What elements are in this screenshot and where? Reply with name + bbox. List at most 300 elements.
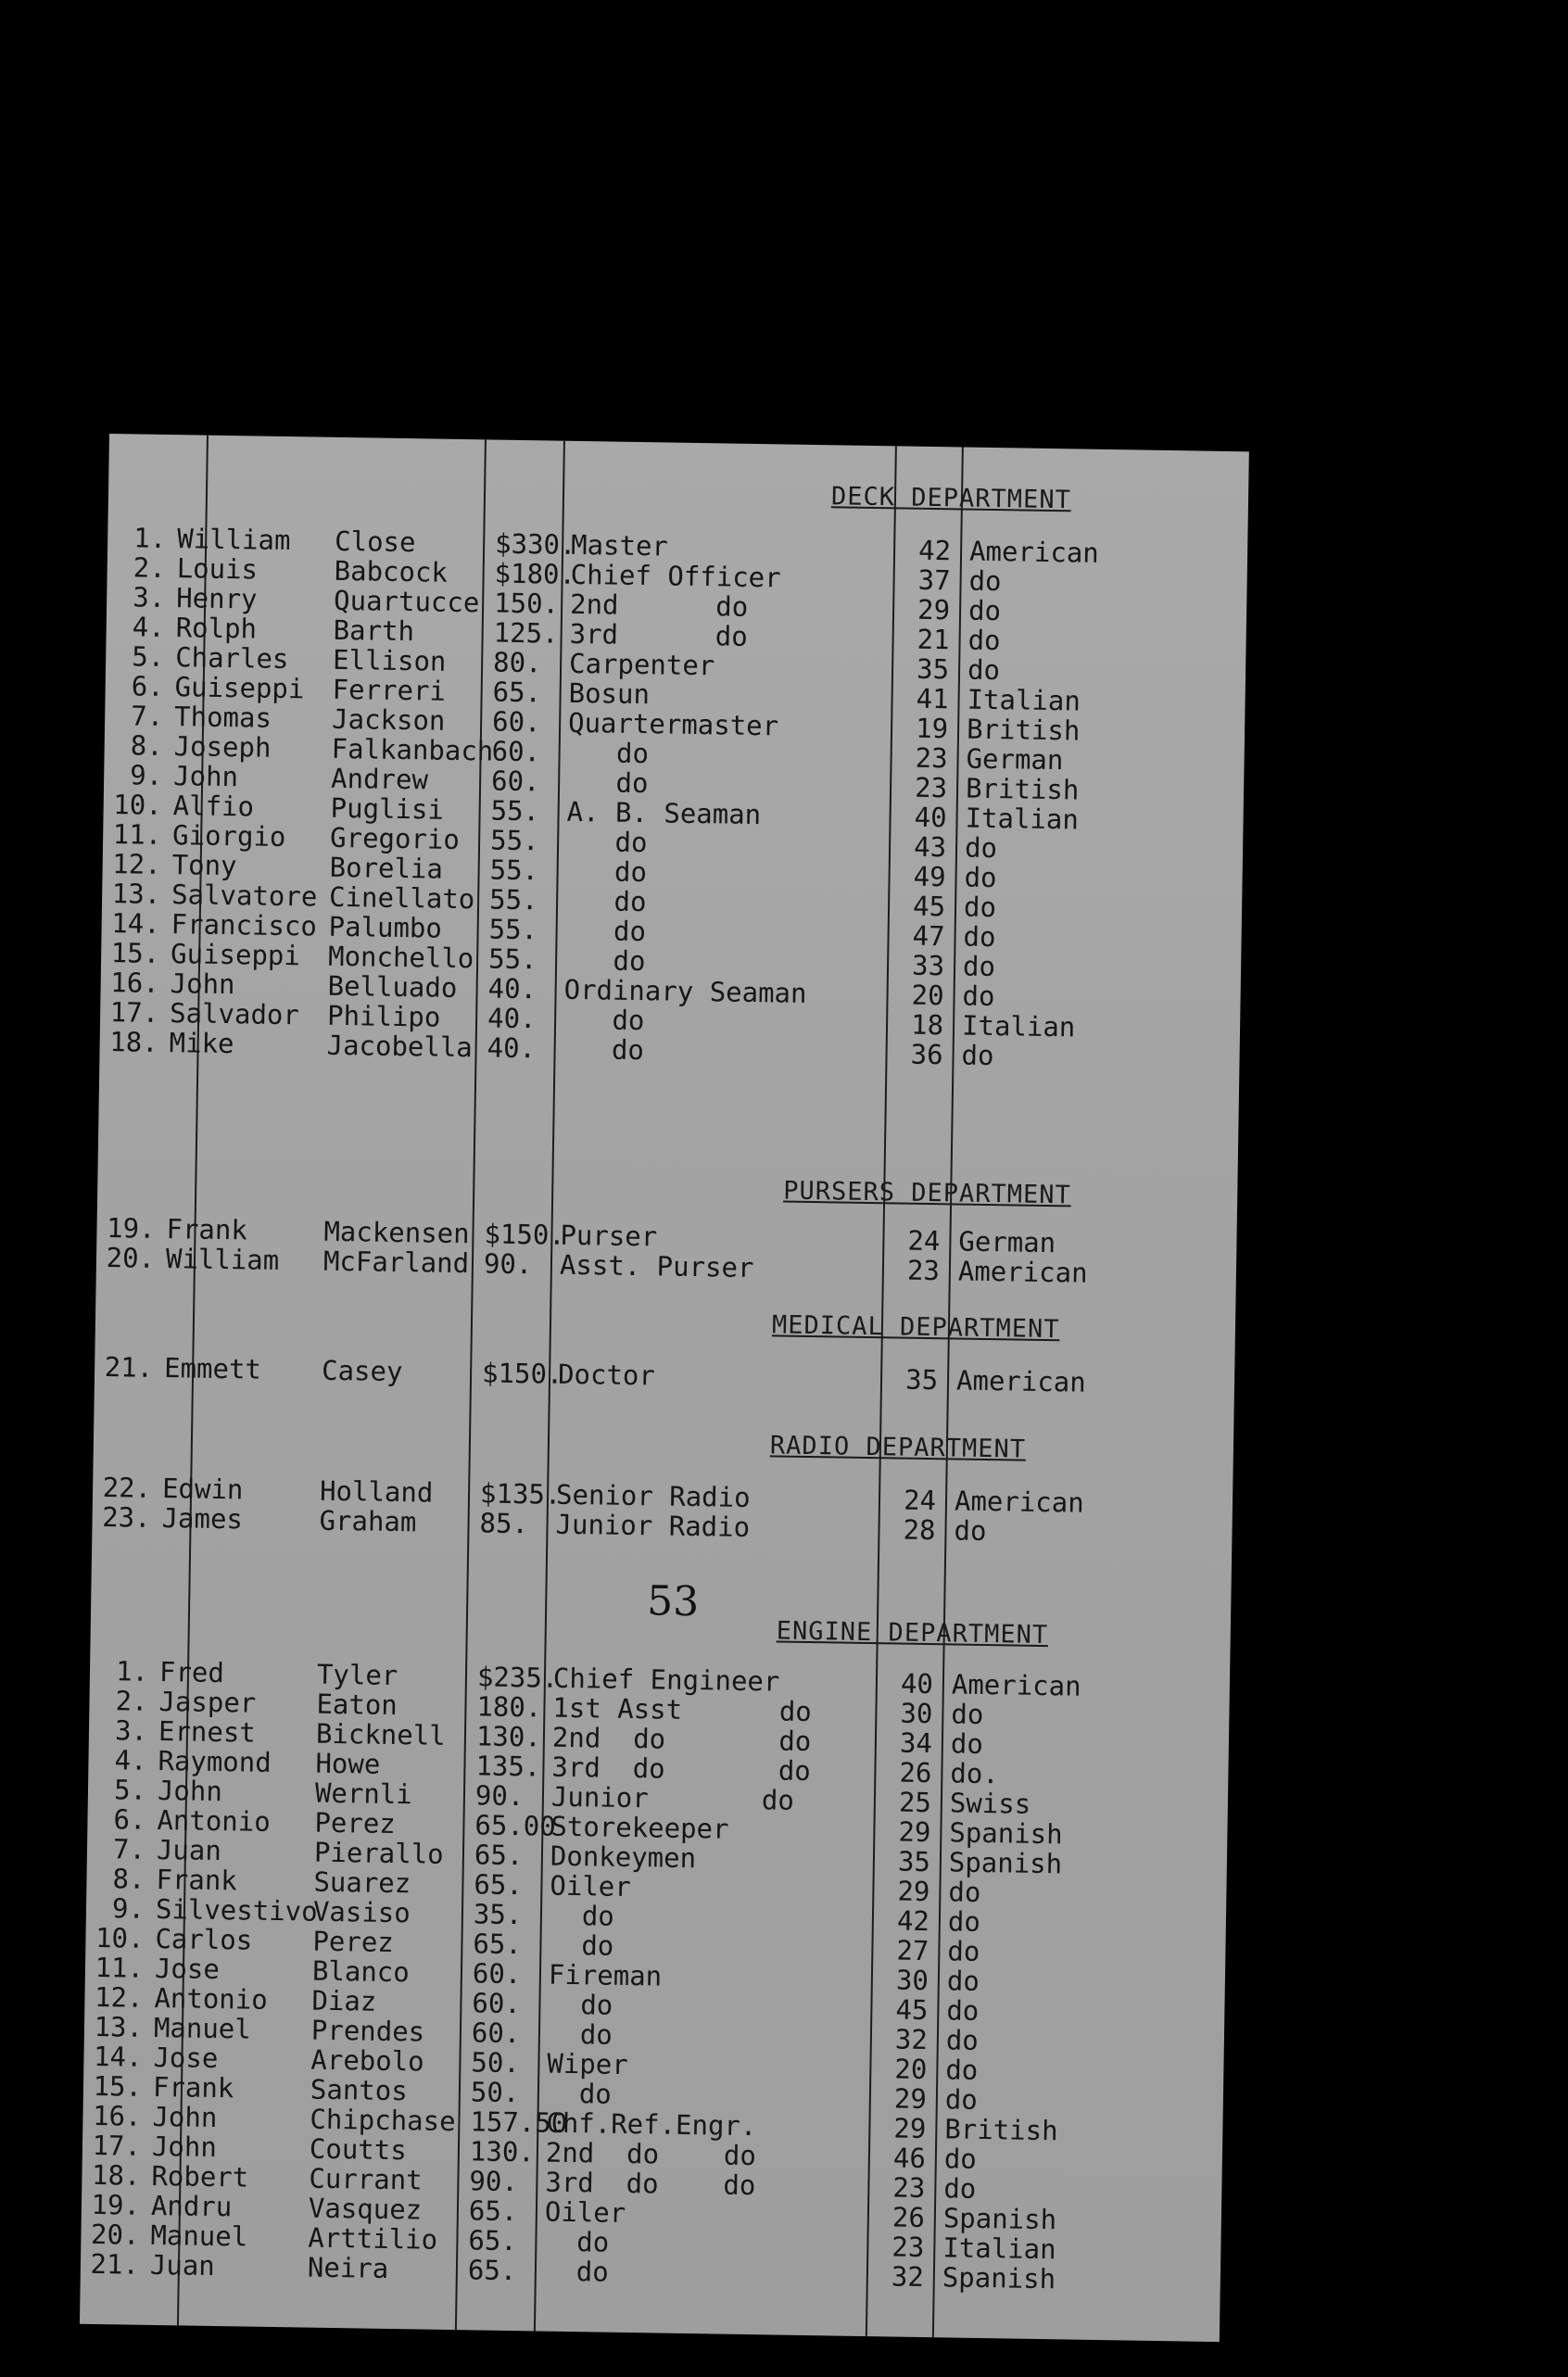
rating: Chief Officer bbox=[570, 558, 781, 594]
first-name: Francisco bbox=[171, 908, 318, 942]
age: 35 bbox=[897, 1845, 931, 1878]
row-number: 11. bbox=[112, 818, 162, 851]
row-number: 21. bbox=[104, 1351, 154, 1384]
wage: 157.50 bbox=[470, 2105, 568, 2139]
wage: 60. bbox=[472, 1957, 522, 1991]
first-name: Carlos bbox=[155, 1922, 253, 1956]
rating: Oiler bbox=[544, 2195, 626, 2229]
row-number: 6. bbox=[131, 670, 164, 702]
wage: 65. bbox=[468, 2194, 518, 2228]
first-name: John bbox=[157, 1774, 223, 1808]
nationality: Italian bbox=[961, 1009, 1076, 1043]
age: 29 bbox=[897, 1875, 930, 1908]
age: 35 bbox=[904, 1363, 939, 1397]
rating: Quartermaster bbox=[567, 706, 779, 742]
row-number: 8. bbox=[112, 1863, 145, 1895]
wage: 125. bbox=[493, 616, 559, 650]
first-name: Manuel bbox=[150, 2219, 248, 2253]
nationality: Italian bbox=[965, 802, 1080, 836]
last-name: Graham bbox=[319, 1504, 417, 1538]
row-number: 11. bbox=[95, 1951, 145, 1984]
page-number: 53 bbox=[646, 1577, 700, 1626]
age: 23 bbox=[892, 2171, 926, 2205]
rating: 3rd do bbox=[569, 617, 748, 652]
department-title: ENGINE DEPARTMENT bbox=[776, 1616, 1049, 1650]
wage: 65. bbox=[492, 676, 542, 709]
rating: Junior do bbox=[550, 1780, 795, 1816]
row-number: 1. bbox=[115, 1655, 149, 1688]
first-name: Frank bbox=[152, 2070, 234, 2105]
first-name: Jose bbox=[154, 1952, 221, 1986]
wage: 130. bbox=[469, 2135, 536, 2168]
first-name: Juan bbox=[156, 1833, 222, 1867]
wage: 65. bbox=[468, 2224, 518, 2257]
age: 41 bbox=[916, 682, 949, 715]
row-number: 18. bbox=[91, 2158, 141, 2192]
row-number: 15. bbox=[110, 937, 160, 969]
rating: do bbox=[549, 1928, 614, 1962]
last-name: Suarez bbox=[313, 1865, 411, 1900]
nationality: American bbox=[955, 1364, 1087, 1398]
first-name: Ernest bbox=[158, 1715, 257, 1749]
last-name: Casey bbox=[321, 1354, 403, 1388]
last-name: Prendes bbox=[310, 2014, 425, 2048]
row-number: 12. bbox=[94, 1980, 144, 2014]
last-name: Currant bbox=[309, 2162, 423, 2196]
last-name: Close bbox=[334, 525, 416, 559]
row-number: 17. bbox=[109, 996, 159, 1029]
first-name: Louis bbox=[176, 552, 259, 586]
row-number: 16. bbox=[110, 967, 159, 999]
last-name: Puglisi bbox=[330, 791, 445, 826]
wage: 60. bbox=[491, 705, 541, 739]
age: 23 bbox=[915, 741, 948, 775]
wage: 85. bbox=[479, 1507, 529, 1540]
last-name: Monchello bbox=[327, 940, 474, 975]
age: 36 bbox=[910, 1038, 943, 1071]
row-number: 10. bbox=[113, 789, 162, 821]
age: 45 bbox=[895, 1993, 929, 2027]
nationality: do bbox=[946, 1965, 980, 1997]
rating: do bbox=[567, 736, 650, 770]
first-name: William bbox=[165, 1243, 280, 1276]
first-name: Raymond bbox=[158, 1745, 272, 1778]
rating: do bbox=[543, 2255, 610, 2288]
row-number: 23. bbox=[101, 1501, 151, 1534]
row-number: 8. bbox=[130, 729, 163, 762]
wage: 55. bbox=[489, 824, 539, 857]
last-name: Jacobella bbox=[326, 1029, 474, 1064]
last-name: Howe bbox=[315, 1747, 381, 1780]
rating: Storekeeper bbox=[550, 1810, 729, 1845]
first-name: John bbox=[152, 2100, 218, 2134]
row-number: 9. bbox=[111, 1892, 145, 1925]
nationality: do bbox=[967, 624, 1001, 657]
row-number: 7. bbox=[131, 700, 164, 732]
age: 23 bbox=[914, 771, 948, 804]
last-name: Cinellato bbox=[328, 880, 475, 916]
row-number: 13. bbox=[94, 2010, 144, 2043]
nationality: do bbox=[943, 2172, 977, 2205]
age: 49 bbox=[913, 860, 946, 893]
age: 37 bbox=[917, 563, 951, 597]
last-name: Blanco bbox=[311, 1954, 410, 1989]
nationality: do bbox=[945, 2024, 980, 2056]
row-number: 14. bbox=[93, 2040, 143, 2073]
wage: 180. bbox=[476, 1690, 542, 1724]
last-name: Neira bbox=[307, 2251, 389, 2284]
row-number: 4. bbox=[132, 611, 165, 643]
first-name: James bbox=[161, 1502, 244, 1536]
age: 21 bbox=[917, 623, 950, 656]
nationality: do bbox=[954, 1514, 987, 1548]
last-name: Quartucce bbox=[333, 584, 480, 619]
rating: 2nd do do bbox=[545, 2136, 757, 2172]
nationality: Spanish bbox=[942, 2202, 1057, 2236]
row-number: 17. bbox=[92, 2129, 142, 2162]
rating: do bbox=[563, 1003, 645, 1037]
first-name: Edwin bbox=[161, 1473, 244, 1506]
wage: 35. bbox=[473, 1898, 523, 1931]
row-number: 18. bbox=[109, 1026, 158, 1058]
row-number: 20. bbox=[90, 2218, 140, 2251]
nationality: Italian bbox=[967, 683, 1081, 717]
row-number: 19. bbox=[106, 1212, 156, 1245]
first-name: Jasper bbox=[158, 1686, 257, 1719]
last-name: Jackson bbox=[331, 702, 446, 737]
rating: A. B. Seaman bbox=[566, 795, 762, 831]
nationality: do bbox=[943, 2143, 978, 2175]
age: 18 bbox=[910, 1008, 944, 1042]
age: 45 bbox=[912, 890, 946, 923]
age: 30 bbox=[895, 1964, 929, 1997]
nationality: do bbox=[945, 2054, 979, 2086]
wage: 40. bbox=[487, 972, 537, 1005]
wage: 65. bbox=[474, 1839, 524, 1872]
last-name: Arebolo bbox=[310, 2043, 424, 2078]
wage: 55. bbox=[488, 883, 538, 917]
rating: Wiper bbox=[547, 2047, 629, 2081]
row-number: 3. bbox=[133, 581, 166, 613]
wage: $135. bbox=[479, 1477, 562, 1511]
rating: Master bbox=[570, 528, 669, 563]
wage: 130. bbox=[475, 1720, 542, 1753]
row-number: 22. bbox=[102, 1472, 152, 1504]
first-name: Rolph bbox=[175, 612, 258, 645]
age: 42 bbox=[896, 1904, 930, 1938]
first-name: Fred bbox=[158, 1656, 225, 1689]
first-name: Robert bbox=[151, 2159, 249, 2194]
last-name: Palumbo bbox=[328, 910, 443, 944]
row-number: 5. bbox=[113, 1774, 147, 1806]
age: 46 bbox=[892, 2142, 927, 2175]
last-name: Bicknell bbox=[315, 1717, 446, 1751]
wage: 135. bbox=[475, 1750, 541, 1783]
row-number: 9. bbox=[130, 759, 163, 791]
nationality: German bbox=[966, 742, 1064, 777]
first-name: Antonio bbox=[154, 1981, 268, 2016]
nationality: American bbox=[951, 1668, 1081, 1702]
rating: do bbox=[565, 825, 648, 859]
wage: 40. bbox=[487, 1031, 537, 1065]
first-name: Charles bbox=[174, 641, 289, 676]
last-name: Pierallo bbox=[313, 1836, 444, 1870]
wage: 80. bbox=[492, 646, 542, 679]
last-name: Ferreri bbox=[332, 673, 447, 707]
rating: do bbox=[566, 765, 649, 800]
wage: 65. bbox=[467, 2254, 517, 2287]
nationality: German bbox=[958, 1225, 1056, 1259]
nationality: Spanish bbox=[948, 1846, 1063, 1880]
age: 24 bbox=[907, 1224, 941, 1258]
rating: do bbox=[564, 914, 647, 948]
crew-row bbox=[95, 1351, 1234, 1398]
age: 24 bbox=[903, 1484, 937, 1517]
last-name: Perez bbox=[312, 1925, 395, 1959]
rating: Doctor bbox=[557, 1358, 656, 1392]
last-name: Santos bbox=[310, 2073, 408, 2107]
nationality: Italian bbox=[942, 2232, 1056, 2266]
rating: do bbox=[549, 1899, 615, 1932]
rating: Bosun bbox=[568, 676, 651, 711]
rating: do bbox=[547, 2017, 613, 2051]
rating: 2nd do bbox=[569, 588, 749, 623]
nationality: American bbox=[954, 1485, 1084, 1519]
first-name: Emmett bbox=[163, 1352, 262, 1385]
age: 27 bbox=[896, 1934, 929, 1967]
rating: Carpenter bbox=[568, 647, 715, 682]
nationality: do bbox=[944, 2083, 979, 2116]
first-name: John bbox=[172, 760, 239, 793]
first-name: Henry bbox=[175, 582, 258, 615]
last-name: Tyler bbox=[316, 1658, 398, 1692]
first-name: Alfio bbox=[172, 790, 255, 823]
wage: 60. bbox=[491, 735, 541, 768]
rating: Purser bbox=[560, 1219, 658, 1253]
nationality: do bbox=[967, 653, 1001, 687]
wage: 60. bbox=[472, 1987, 522, 2020]
rating: do bbox=[564, 884, 647, 918]
wage: 60. bbox=[490, 765, 540, 798]
wage: 150. bbox=[493, 587, 560, 620]
nationality: do bbox=[961, 1039, 994, 1072]
first-name: Juan bbox=[149, 2248, 216, 2282]
nationality: Swiss bbox=[949, 1787, 1031, 1820]
nationality: do bbox=[964, 861, 997, 894]
first-name: Joseph bbox=[173, 730, 272, 764]
rating: Fireman bbox=[548, 1958, 663, 1992]
nationality: do bbox=[962, 980, 995, 1013]
last-name: Barth bbox=[333, 613, 415, 648]
row-number: 7. bbox=[112, 1833, 146, 1865]
nationality: do bbox=[947, 1905, 981, 1938]
age: 23 bbox=[906, 1254, 941, 1287]
row-number: 2. bbox=[133, 551, 166, 584]
age: 40 bbox=[900, 1667, 934, 1701]
wage: 60. bbox=[471, 2017, 521, 2050]
rating: do bbox=[546, 2077, 613, 2110]
row-number: 14. bbox=[111, 907, 160, 940]
wage: $150. bbox=[481, 1357, 563, 1390]
first-name: Giorgio bbox=[171, 819, 286, 853]
first-name: Silvestivo bbox=[155, 1892, 318, 1928]
row-number: 13. bbox=[111, 878, 161, 910]
wage: 40. bbox=[487, 1002, 537, 1035]
crew-list-sheet bbox=[80, 434, 1249, 2342]
last-name: Chipchase bbox=[310, 2103, 456, 2138]
last-name: Wernli bbox=[314, 1776, 413, 1811]
rating: do bbox=[563, 1032, 645, 1067]
nationality: do bbox=[950, 1727, 984, 1760]
first-name: Manuel bbox=[153, 2011, 252, 2045]
nationality: do bbox=[963, 891, 997, 924]
last-name: Coutts bbox=[309, 2132, 407, 2167]
wage: 55. bbox=[489, 853, 539, 887]
age: 47 bbox=[912, 919, 945, 953]
last-name: Babcock bbox=[334, 554, 449, 588]
last-name: Holland bbox=[319, 1474, 434, 1509]
row-number: 1. bbox=[133, 522, 167, 554]
department-title: MEDICAL DEPARTMENT bbox=[771, 1310, 1060, 1345]
nationality: do bbox=[947, 1935, 980, 1967]
rating: Oiler bbox=[550, 1869, 632, 1903]
first-name: Salvatore bbox=[171, 879, 318, 913]
rating: Asst. Purser bbox=[559, 1248, 754, 1284]
wage: 90. bbox=[483, 1247, 533, 1281]
row-number: 15. bbox=[93, 2069, 143, 2103]
row-number: 3. bbox=[114, 1714, 148, 1747]
last-name: Ellison bbox=[332, 643, 447, 677]
first-name: Jose bbox=[153, 2041, 219, 2075]
first-name: Guiseppi bbox=[170, 938, 301, 972]
department-title: PURSERS DEPARTMENT bbox=[783, 1176, 1072, 1210]
first-name: John bbox=[170, 967, 235, 1001]
rating: Chf.Ref.Engr. bbox=[546, 2106, 757, 2143]
age: 43 bbox=[913, 830, 947, 864]
last-name: Belluado bbox=[327, 969, 458, 1004]
age: 29 bbox=[893, 2082, 928, 2116]
rating: do bbox=[548, 1988, 613, 2021]
age: 32 bbox=[894, 2023, 929, 2056]
rating: do bbox=[563, 943, 646, 978]
first-name: John bbox=[151, 2130, 218, 2164]
rating: Senior Radio bbox=[555, 1478, 751, 1514]
nationality: do. bbox=[950, 1757, 1000, 1790]
row-number: 4. bbox=[114, 1744, 147, 1776]
age: 35 bbox=[916, 652, 950, 686]
nationality: do bbox=[963, 920, 996, 954]
nationality: do bbox=[962, 950, 996, 983]
row-number: 12. bbox=[112, 848, 161, 880]
age: 40 bbox=[914, 801, 947, 834]
rating: Donkeymen bbox=[550, 1840, 697, 1875]
age: 42 bbox=[917, 534, 952, 567]
wage: $180. bbox=[494, 557, 576, 590]
last-name: Vasquez bbox=[308, 2192, 423, 2226]
crew-list bbox=[90, 434, 1249, 2295]
wage: 50. bbox=[471, 2046, 521, 2080]
age: 32 bbox=[891, 2260, 925, 2294]
nationality: Spanish bbox=[942, 2261, 1056, 2295]
nationality: do bbox=[968, 564, 1002, 598]
nationality: British bbox=[965, 772, 1080, 806]
last-name: Borelia bbox=[329, 851, 444, 885]
nationality: British bbox=[966, 713, 1081, 747]
first-name: Thomas bbox=[173, 701, 272, 734]
first-name: Tony bbox=[171, 849, 237, 882]
nationality: American bbox=[957, 1255, 1088, 1289]
first-name: Antonio bbox=[157, 1803, 271, 1838]
department-title: DECK DEPARTMENT bbox=[830, 482, 1072, 515]
wage: $150. bbox=[484, 1218, 566, 1251]
rating: Ordinary Seaman bbox=[563, 973, 807, 1009]
first-name: Frank bbox=[166, 1213, 248, 1246]
nationality: do bbox=[948, 1876, 981, 1908]
row-number: 5. bbox=[132, 640, 165, 673]
first-name: Guiseppi bbox=[174, 671, 305, 705]
first-name: William bbox=[176, 523, 291, 557]
row-number: 21. bbox=[90, 2247, 140, 2281]
last-name: Arttilio bbox=[308, 2221, 438, 2256]
nationality: British bbox=[944, 2113, 1058, 2147]
row-number: 19. bbox=[91, 2188, 141, 2221]
first-name: Andru bbox=[150, 2189, 233, 2223]
age: 23 bbox=[891, 2231, 925, 2264]
last-name: Mackensen bbox=[323, 1215, 470, 1250]
age: 33 bbox=[911, 949, 945, 982]
wage: 55. bbox=[488, 913, 538, 946]
last-name: Diaz bbox=[311, 1984, 377, 2017]
first-name: Frank bbox=[156, 1863, 238, 1897]
nationality: American bbox=[968, 535, 1100, 569]
first-name: Salvador bbox=[169, 997, 300, 1031]
wage: 90. bbox=[474, 1779, 525, 1813]
row-number: 16. bbox=[92, 2099, 142, 2132]
age: 20 bbox=[911, 979, 944, 1012]
wage: 65. bbox=[474, 1868, 524, 1902]
rating: 3rd do do bbox=[545, 2166, 756, 2202]
row-number: 2. bbox=[115, 1685, 148, 1717]
first-name: Mike bbox=[169, 1027, 234, 1060]
age: 26 bbox=[891, 2201, 926, 2234]
rating: do bbox=[565, 854, 648, 889]
age: 29 bbox=[898, 1815, 931, 1849]
last-name: Philipo bbox=[326, 999, 441, 1033]
rating: 1st Asst do bbox=[552, 1691, 813, 1728]
last-name: Falkanbach bbox=[331, 732, 494, 767]
last-name: Andrew bbox=[330, 762, 429, 796]
age: 30 bbox=[900, 1697, 933, 1730]
nationality: do bbox=[946, 1994, 980, 2027]
last-name: Gregorio bbox=[329, 821, 461, 855]
last-name: Eaton bbox=[316, 1688, 398, 1722]
wage: 50. bbox=[470, 2076, 520, 2109]
rating: Junior Radio bbox=[555, 1508, 751, 1543]
rating: 3rd do do bbox=[551, 1751, 812, 1788]
age: 19 bbox=[915, 712, 949, 745]
rating: Chief Engineer bbox=[552, 1662, 780, 1698]
last-name: McFarland bbox=[322, 1245, 470, 1280]
wage: 90. bbox=[469, 2165, 519, 2198]
age: 29 bbox=[917, 593, 951, 626]
age: 26 bbox=[899, 1756, 932, 1789]
row-number: 20. bbox=[106, 1242, 156, 1274]
wage: $235. bbox=[476, 1661, 559, 1694]
row-number: 10. bbox=[95, 1921, 145, 1954]
age: 25 bbox=[898, 1786, 932, 1819]
row-number: 6. bbox=[113, 1803, 146, 1836]
age: 20 bbox=[894, 2053, 928, 2086]
